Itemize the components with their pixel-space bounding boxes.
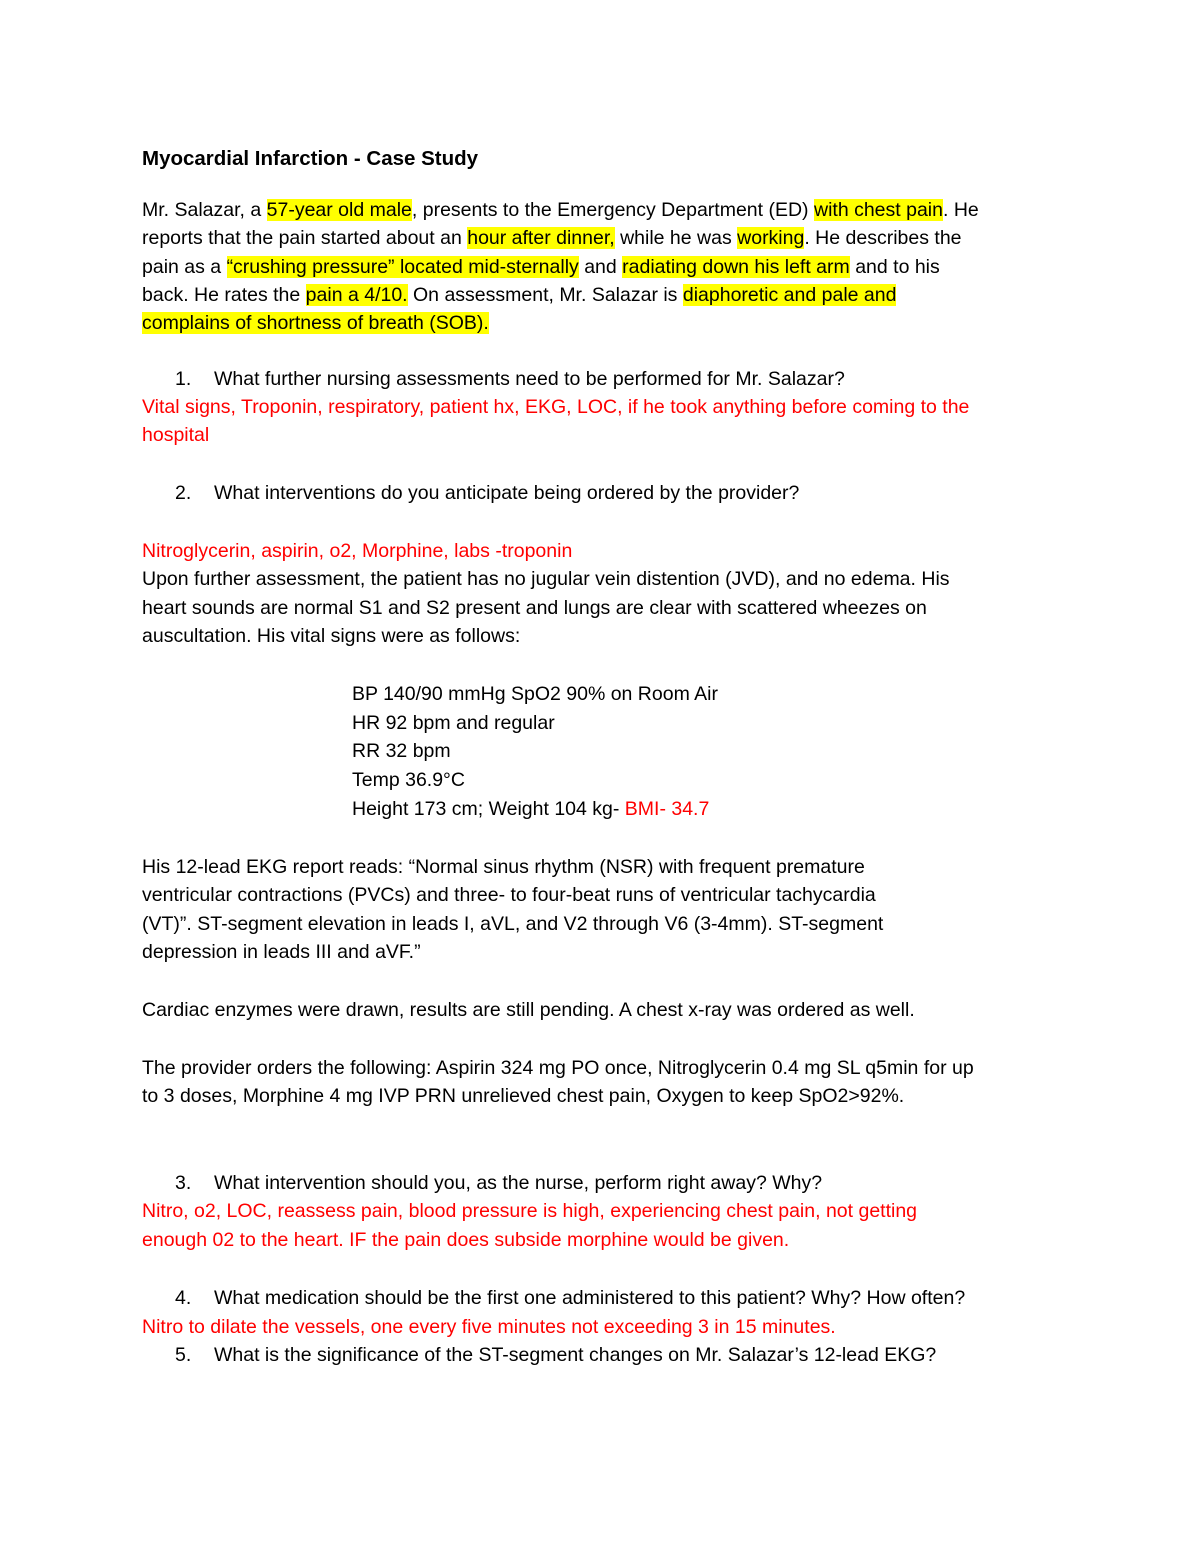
intro-text: while he was (614, 227, 738, 249)
question-2-number: 2. (175, 482, 192, 504)
intro-text: Mr. Salazar, a (142, 199, 267, 221)
assessment-line-2: heart sounds are normal S1 and S2 present and lungs are clear with scattered wheezes on (142, 597, 927, 619)
intro-line-2 (142, 224, 962, 252)
assessment-line-1: Upon further assessment, the patient has no jugular vein distention (JVD), and no edema. His (142, 568, 950, 590)
vital-height-weight (352, 795, 709, 823)
question-1-text: What further nursing assessments need to be performed for Mr. Salazar? (214, 368, 845, 390)
intro-line-5 (142, 309, 489, 337)
vital-bp: BP 140/90 mmHg SpO2 90% on Room Air (352, 683, 718, 705)
intro-text: and to his (849, 256, 940, 278)
vital-hr: HR 92 bpm and regular (352, 712, 555, 734)
question-5-number: 5. (175, 1344, 192, 1366)
question-4-text: What medication should be the first one administered to this patient? Why? How often? (214, 1287, 966, 1309)
intro-text: pain as a (142, 256, 227, 278)
page-title: Myocardial Infarction - Case Study (142, 147, 479, 170)
answer-1-line-2: hospital (142, 424, 210, 446)
answer-4: Nitro to dilate the vessels, one every five minutes not exceeding 3 in 15 minutes. (142, 1316, 836, 1338)
highlighted-text: radiating down his left arm (622, 256, 850, 278)
question-4-number: 4. (175, 1287, 192, 1309)
answer-3-line-2: enough 02 to the heart. IF the pain does subside morphine would be given. (142, 1229, 790, 1251)
highlighted-text: with chest pain (813, 199, 943, 221)
ekg-line-4: depression in leads III and aVF.” (142, 941, 421, 963)
ekg-line-3: (VT)”. ST-segment elevation in leads I, aVL, and V2 through V6 (3-4mm). ST-segment (142, 913, 884, 935)
highlighted-text: “crushing pressure” located mid-sternally (226, 256, 579, 278)
question-5-text: What is the significance of the ST-segment changes on Mr. Salazar’s 12-lead EKG? (214, 1344, 937, 1366)
intro-line-4 (142, 281, 896, 309)
intro-text: , presents to the Emergency Department (ED) (411, 199, 814, 221)
question-3-number: 3. (175, 1172, 192, 1194)
ekg-line-1: His 12-lead EKG report reads: “Normal sinus rhythm (NSR) with frequent premature (142, 856, 865, 878)
question-2-text: What interventions do you anticipate being ordered by the provider? (214, 482, 800, 504)
ekg-line-2: ventricular contractions (PVCs) and three- to four-beat runs of ventricular tachycardia (142, 884, 876, 906)
orders-line-2: to 3 doses, Morphine 4 mg IVP PRN unrelieved chest pain, Oxygen to keep SpO2>92%. (142, 1085, 905, 1107)
intro-text: reports that the pain started about an (142, 227, 468, 249)
highlighted-text: complains of shortness of breath (SOB). (142, 312, 489, 334)
intro-text: On assessment, Mr. Salazar is (407, 284, 683, 306)
highlighted-text: working (737, 227, 805, 249)
intro-line-3 (142, 253, 940, 281)
answer-1-line-1: Vital signs, Troponin, respiratory, patient hx, EKG, LOC, if he took anything before coming to the (142, 396, 970, 418)
bmi-text: BMI- 34.7 (624, 798, 710, 820)
intro-text: . He describes the (804, 227, 962, 249)
enzymes-line: Cardiac enzymes were drawn, results are still pending. A chest x-ray was ordered as well. (142, 999, 915, 1021)
question-1-number: 1. (175, 368, 192, 390)
highlighted-text: 57-year old male (266, 199, 412, 221)
assessment-line-3: auscultation. His vital signs were as follows: (142, 625, 521, 647)
intro-text: . He (942, 199, 979, 221)
highlighted-text: pain a 4/10. (305, 284, 408, 306)
highlighted-text: diaphoretic and pale and (682, 284, 897, 306)
orders-line-1: The provider orders the following: Aspirin 324 mg PO once, Nitroglycerin 0.4 mg SL q5min for up (142, 1057, 974, 1079)
intro-text: back. He rates the (142, 284, 306, 306)
answer-2: Nitroglycerin, aspirin, o2, Morphine, labs -troponin (142, 540, 573, 562)
answer-3-line-1: Nitro, o2, LOC, reassess pain, blood pressure is high, experiencing chest pain, not getting (142, 1200, 918, 1222)
vital-rr: RR 32 bpm (352, 740, 451, 762)
highlighted-text: hour after dinner, (467, 227, 615, 249)
height-weight-text: Height 173 cm; Weight 104 kg- (352, 798, 625, 820)
vital-temp: Temp 36.9°C (352, 769, 465, 791)
question-3-text: What intervention should you, as the nurse, perform right away? Why? (214, 1172, 823, 1194)
intro-text: and (578, 256, 623, 278)
intro-line-1 (142, 196, 979, 224)
